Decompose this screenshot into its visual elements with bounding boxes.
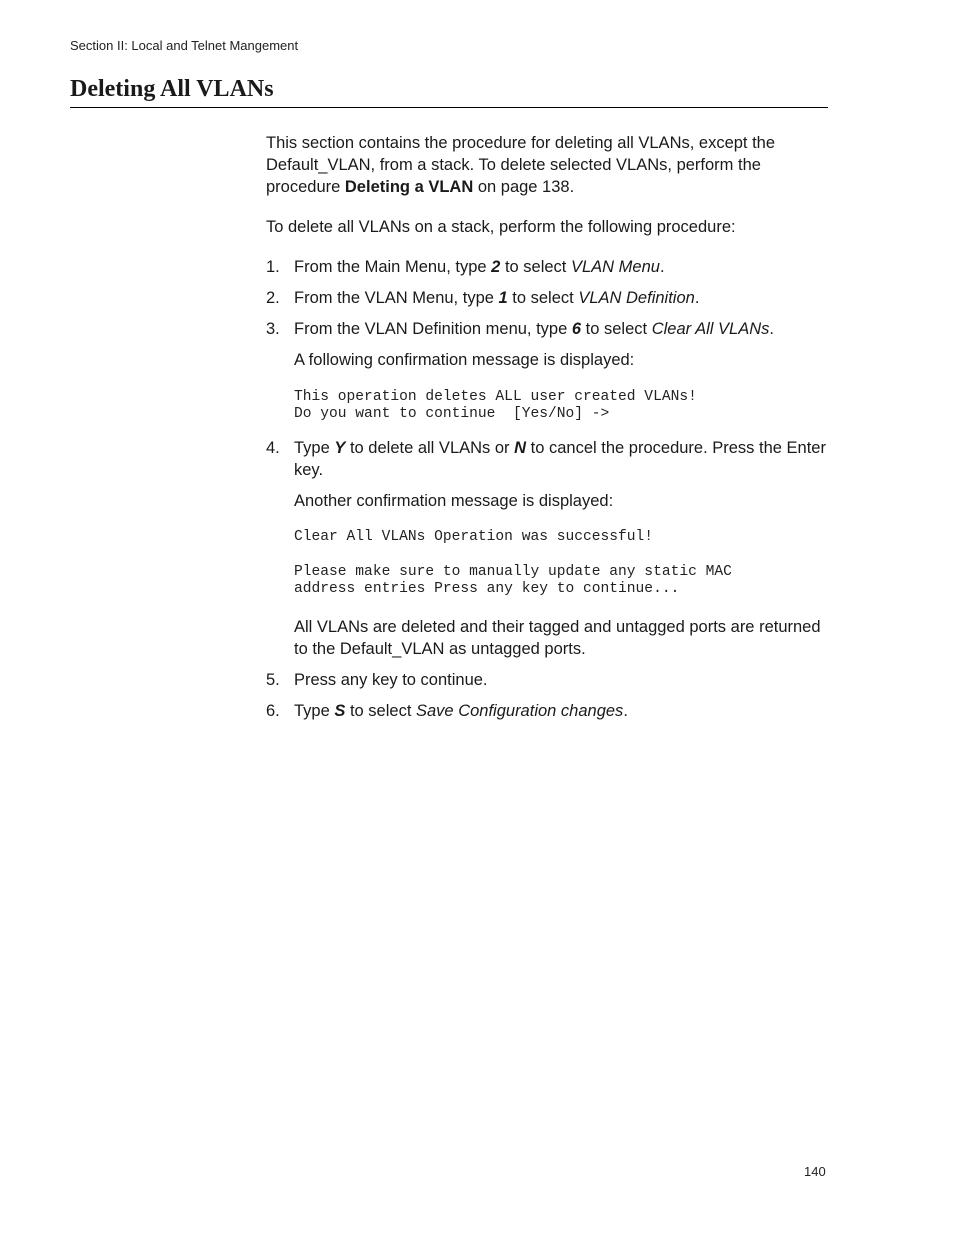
step-number: 6. bbox=[266, 702, 280, 720]
step-text: Press any key to continue. bbox=[294, 671, 488, 689]
step-text: to select bbox=[500, 258, 571, 276]
section-title: Deleting All VLANs bbox=[70, 76, 828, 108]
menu-key: 6 bbox=[571, 320, 582, 338]
menu-key: 2 bbox=[491, 258, 501, 276]
procedure-lead: To delete all VLANs on a stack, perform the following procedure: bbox=[266, 218, 736, 236]
menu-target: VLAN Menu bbox=[570, 258, 660, 276]
step-6 bbox=[266, 700, 826, 722]
step-number: 5. bbox=[266, 671, 280, 689]
menu-key: Y bbox=[334, 439, 346, 457]
cross-reference-link[interactable]: Deleting a VLAN bbox=[344, 178, 474, 196]
procedure-steps bbox=[266, 256, 826, 722]
intro-paragraph bbox=[266, 132, 826, 198]
step-note: Another confirmation message is displayed: bbox=[294, 492, 614, 510]
running-header: Section II: Local and Telnet Mangement bbox=[70, 38, 299, 53]
step-note: A following confirmation message is displayed: bbox=[294, 351, 635, 369]
step-text: . bbox=[694, 289, 700, 307]
step-text: to delete all VLANs or bbox=[345, 439, 515, 457]
menu-key: 1 bbox=[498, 289, 508, 307]
menu-target: Clear All VLANs bbox=[651, 320, 770, 338]
step-number: 2. bbox=[266, 289, 280, 307]
step-2 bbox=[266, 287, 826, 309]
menu-key: S bbox=[334, 702, 346, 720]
step-number: 4. bbox=[266, 439, 280, 457]
step-text: From the VLAN Menu, type bbox=[294, 289, 499, 307]
step-number: 1. bbox=[266, 258, 280, 276]
step-result: All VLANs are deleted and their tagged and untagged ports are returned to the Default_VLAN as untagged ports. bbox=[294, 618, 821, 658]
step-text: . bbox=[623, 702, 628, 720]
step-text: . bbox=[659, 258, 665, 276]
step-text: to cancel the procedure. Press the Enter key. bbox=[294, 439, 826, 479]
step-text: From the Main Menu, type bbox=[294, 258, 492, 276]
menu-target: VLAN Definition bbox=[578, 289, 695, 307]
step-4 bbox=[266, 437, 826, 660]
step-text: to select bbox=[345, 702, 416, 720]
menu-key: N bbox=[514, 439, 527, 457]
menu-target: Save Configuration changes bbox=[416, 702, 624, 720]
step-text: . bbox=[769, 320, 774, 338]
confirmation-message: This operation deletes ALL user created VLANs! Do you want to continue [Yes/No] -> bbox=[294, 389, 697, 422]
step-5 bbox=[266, 669, 826, 691]
intro-text-after: on page 138. bbox=[473, 178, 575, 196]
reminder-message: Please make sure to manually update any static MAC address entries Press any key to continue... bbox=[294, 564, 732, 597]
step-number: 3. bbox=[266, 320, 280, 338]
intro-text-before: This section contains the procedure for deleting all VLANs, except the Default_VLAN, from a stack. To delete selected VLANs, perform the procedure bbox=[266, 134, 776, 196]
section-body bbox=[266, 132, 826, 731]
step-text: From the VLAN Definition menu, type bbox=[294, 320, 572, 338]
step-3 bbox=[266, 318, 826, 423]
success-message: Clear All VLANs Operation was successful! bbox=[294, 529, 654, 545]
step-1 bbox=[266, 256, 826, 278]
step-text: to select bbox=[507, 289, 579, 307]
step-text: Type bbox=[294, 702, 335, 720]
step-text: to select bbox=[581, 320, 652, 338]
step-text: Type bbox=[294, 439, 335, 457]
page-number: 140 bbox=[804, 1164, 826, 1179]
